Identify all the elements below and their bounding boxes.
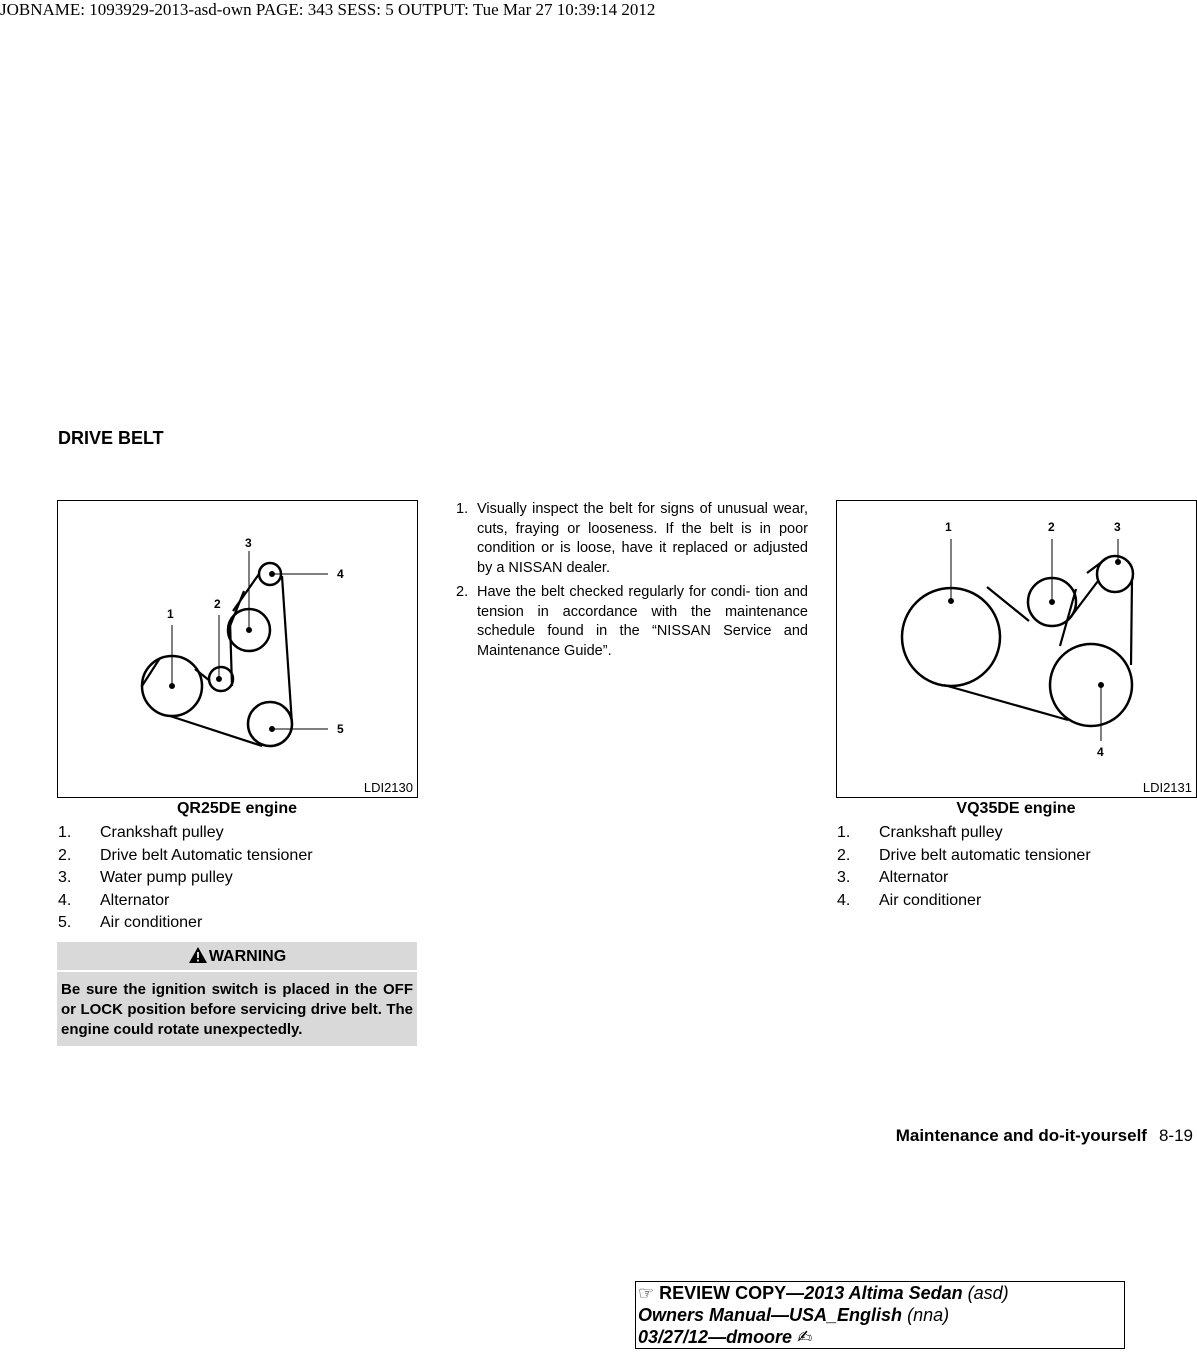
figure-code: LDI2130	[363, 780, 413, 795]
figure-caption: VQ35DE engine	[956, 800, 1076, 817]
vq35de-belt-routing-svg	[837, 501, 1196, 797]
callout-2: 2	[1048, 520, 1055, 534]
page-number: 8-19	[1158, 1126, 1193, 1145]
page-footer	[896, 1126, 1193, 1146]
air-conditioner-pulley	[248, 702, 292, 746]
list-item: 1. Crankshaft pulley	[58, 824, 224, 841]
list-item: 3. Water pump pulley	[58, 869, 233, 886]
list-item: 1. Crankshaft pulley	[837, 824, 1003, 841]
review-copy-box	[635, 1281, 1125, 1349]
inspection-steps	[456, 500, 808, 666]
air-conditioner-pulley	[1050, 644, 1132, 726]
warning-header	[57, 942, 417, 972]
list-item: 1. Visually inspect the belt for signs of unusual wear, cuts, fraying or looseness. If the belt is in poor condition or is loose, have it replaced or adjusted by a NISSAN dealer.	[456, 501, 808, 576]
list-item: 4. Air conditioner	[837, 891, 982, 909]
callout-1: 1	[945, 520, 952, 534]
list-item: 2. Have the belt checked regularly for condi- tion and tension in accordance with the maintenance schedule found in the “NISSAN Service and Maintenance Guide”.	[456, 584, 808, 659]
vq35de-legend	[837, 822, 1091, 912]
warning-title: WARNING	[208, 948, 287, 965]
list-item: 3. Alternator	[837, 869, 949, 886]
list-item: 4. Alternator	[58, 891, 170, 909]
list-item: 2. Drive belt automatic tensioner	[837, 846, 1091, 864]
review-line-3: 03/27/12—dmoore ✍	[638, 1327, 813, 1347]
warning-text: Be sure the ignition switch is placed in the OFF or LOCK position before servicing drive belt. The engine could rotate unexpectedly.	[61, 981, 413, 1038]
qr25de-legend	[58, 822, 313, 935]
list-item: 2. Drive belt Automatic tensioner	[58, 846, 313, 864]
callout-4: 4	[337, 567, 344, 581]
callout-5: 5	[337, 722, 344, 736]
footer-section-title: Maintenance and do-it-yourself	[895, 1126, 1147, 1145]
warning-triangle-icon	[188, 946, 208, 964]
qr25de-belt-routing-svg	[58, 501, 417, 797]
list-item: 5. Air conditioner	[58, 914, 203, 931]
review-line-2: Owners Manual—USA_English (nna)	[638, 1305, 950, 1325]
review-line-1: ☞ REVIEW COPY—2013 Altima Sedan (asd)	[638, 1283, 1009, 1303]
section-title: DRIVE BELT	[58, 428, 164, 448]
callout-3: 3	[1114, 520, 1121, 534]
warning-box	[57, 942, 417, 1046]
callout-2: 2	[214, 597, 221, 611]
writing-hand-icon: ✍	[797, 1327, 813, 1347]
callout-3: 3	[245, 536, 252, 550]
callout-4: 4	[1097, 745, 1104, 759]
qr25de-belt-diagram	[57, 500, 418, 798]
figure-code: LDI2131	[1142, 780, 1192, 795]
vq35de-belt-diagram	[836, 500, 1197, 798]
callout-1: 1	[167, 607, 174, 621]
figure-caption: QR25DE engine	[176, 800, 298, 817]
jobname-header: JOBNAME: 1093929-2013-asd-own PAGE: 343 SESS: 5 OUTPUT: Tue Mar 27 10:39:14 2012	[0, 0, 656, 19]
pointing-hand-icon: ☞	[638, 1283, 655, 1303]
